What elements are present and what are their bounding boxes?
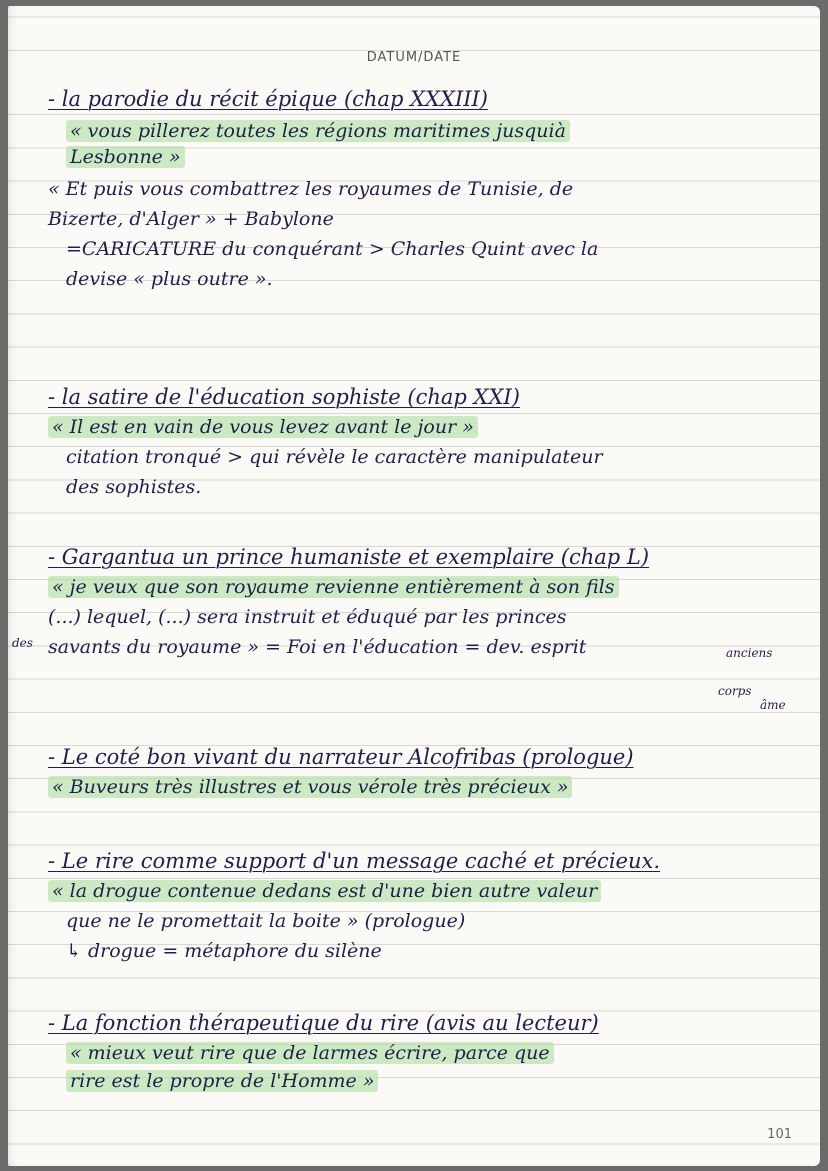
section-heading: - la parodie du récit épique (chap XXXIII)	[48, 87, 488, 111]
note-line: devise « plus outre ».	[66, 268, 273, 290]
page-number: 101	[767, 1127, 792, 1142]
section-therapeutic-laughter	[48, 1012, 800, 1092]
margin-note: des	[12, 636, 33, 650]
section-heading: - Le coté bon vivant du narrateur Alcofribas (prologue)	[48, 745, 634, 769]
notebook-page	[8, 6, 820, 1166]
margin-note: corps	[718, 684, 752, 698]
note-line: ↳ drogue = métaphore du silène	[66, 940, 382, 962]
section-heading: - Gargantua un prince humaniste et exemplaire (chap L)	[48, 545, 650, 569]
quote-line: Bizerte, d'Alger » + Babylone	[48, 208, 334, 230]
quote-line: savants du royaume » = Foi en l'éducation = dev. esprit	[48, 636, 587, 658]
section-humanist-prince	[48, 546, 800, 658]
section-heading: - la satire de l'éducation sophiste (chap XXI)	[48, 385, 520, 409]
section-heading: - La fonction thérapeutique du rire (avis au lecteur)	[48, 1011, 599, 1035]
note-line: citation tronqué > qui révèle le caractère manipulateur	[66, 446, 603, 468]
quote-line: « mieux veut rire que de larmes écrire, parce que	[48, 1042, 800, 1064]
section-heading: - Le rire comme support d'un message caché et précieux.	[48, 849, 661, 873]
section-sophist-satire	[48, 386, 800, 498]
quote-line: « Et puis vous combattrez les royaumes de Tunisie, de	[48, 178, 574, 200]
note-line: des sophistes.	[66, 476, 202, 498]
quote-line: que ne le promettait la boite » (prologue)	[66, 910, 466, 932]
note-line: =CARICATURE du conquérant > Charles Quint avec la	[66, 238, 599, 260]
quote-line: « je veux que son royaume revienne entièrement à son fils	[48, 576, 800, 598]
margin-note: âme	[760, 698, 786, 712]
page-header: DATUM/DATE	[366, 50, 462, 65]
section-bon-vivant	[48, 746, 800, 798]
quote-line: rire est le propre de l'Homme »	[48, 1070, 800, 1092]
margin-note: anciens	[726, 646, 773, 660]
section-hidden-message	[48, 850, 800, 962]
quote-line: « vous pillerez toutes les régions maritimes jusquià	[48, 120, 800, 142]
quote-line: Lesbonne »	[48, 146, 800, 168]
quote-line: « la drogue contenue dedans est d'une bien autre valeur	[48, 880, 800, 902]
quote-line: (...) lequel, (...) sera instruit et éduqué par les princes	[48, 606, 567, 628]
quote-line: « Buveurs très illustres et vous vérole très précieux »	[48, 776, 800, 798]
section-epic-parody	[48, 88, 800, 290]
quote-line: « Il est en vain de vous levez avant le jour »	[48, 416, 800, 438]
